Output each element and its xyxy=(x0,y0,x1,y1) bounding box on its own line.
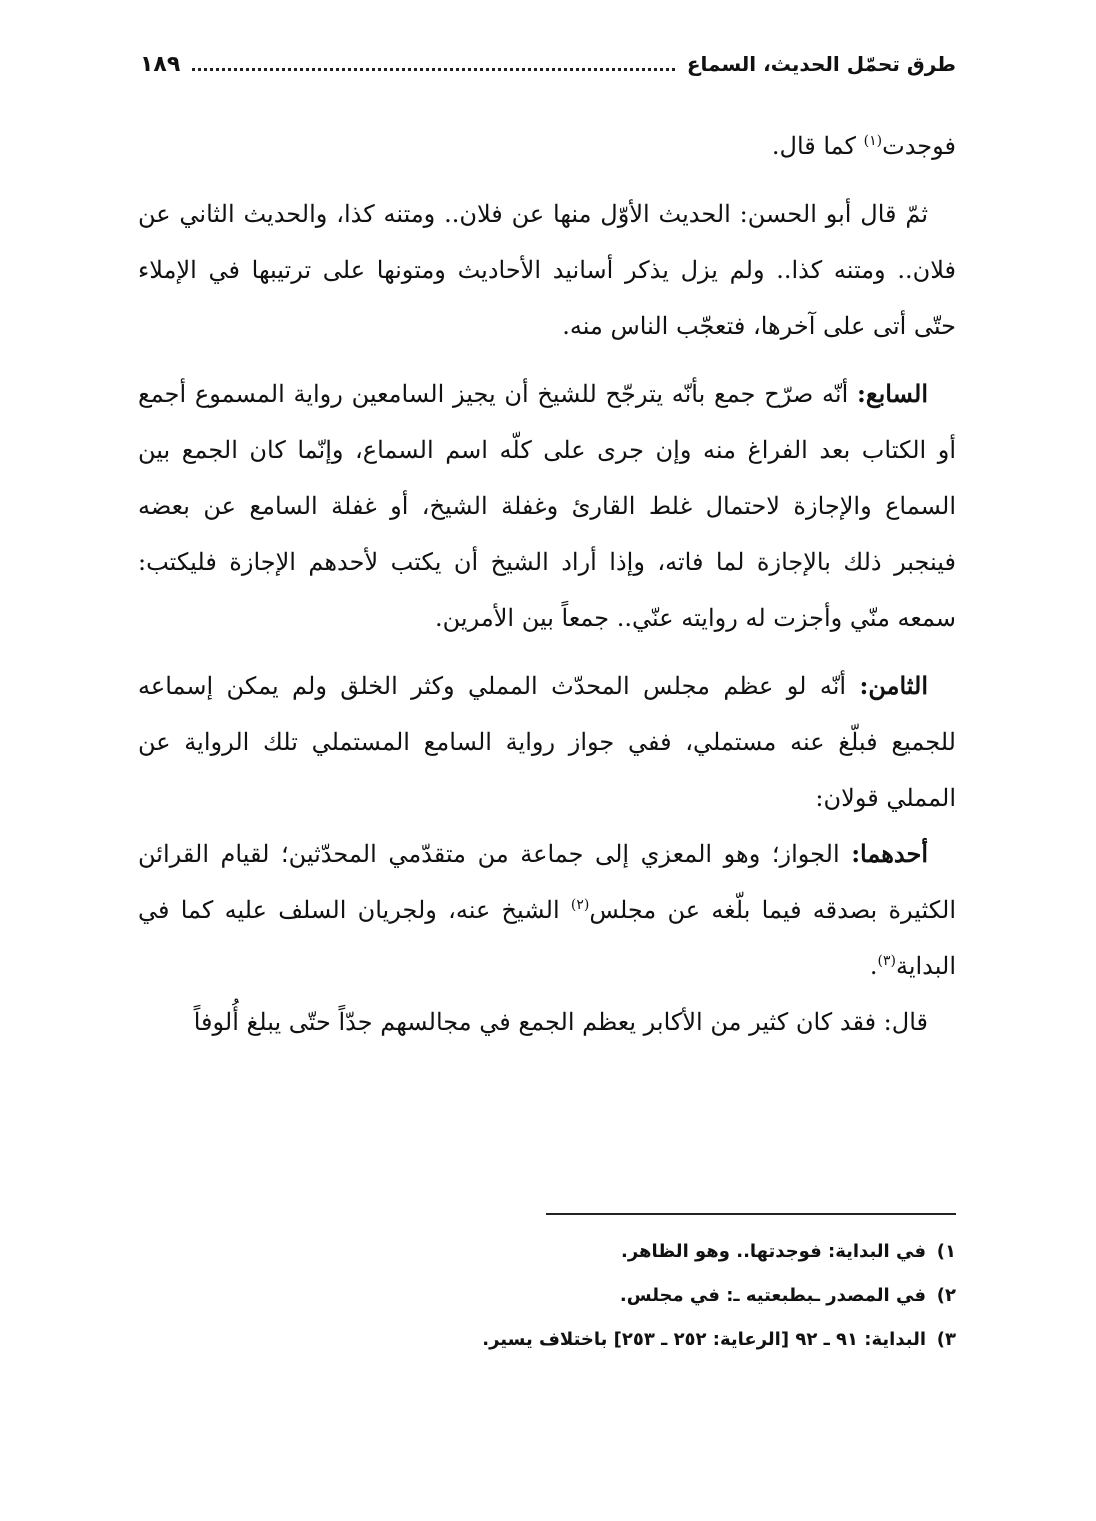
footnote-ref-3: (٣) xyxy=(877,953,896,969)
p5-text-b: الشيخ عنه، ولجريان السلف عليه كما في البداية xyxy=(138,896,956,980)
footnote-item xyxy=(138,1318,956,1362)
running-header xyxy=(140,44,956,84)
p5-text-c: . xyxy=(869,952,878,980)
paragraph-5 xyxy=(138,826,956,994)
footnote-number: ١) xyxy=(936,1241,956,1262)
p4-text: أنّه لو عظم مجلس المحدّث المملي وكثر الخلق ولم يمكن إسماعه للجميع فبلّغ عنه مستملي، ففي جواز رواية السامع المستملي تلك الرواية عن المملي قولان: xyxy=(138,672,956,812)
footnote-text: في البداية: فوجدتها.. وهو الظاهر. xyxy=(621,1241,926,1262)
footnote-item xyxy=(138,1230,956,1274)
page-number: ١٨٩ xyxy=(140,51,181,77)
p5-text-a: الجواز؛ وهو المعزي إلى جماعة من متقدّمي المحدّثين؛ لقيام القرائن الكثيرة بصدقه فيما بلّغه عن مجلس xyxy=(138,840,957,924)
p5-lead: أحدهما: xyxy=(851,839,928,868)
p1-after: كما قال. xyxy=(771,132,864,160)
footnote-ref-2: (٢) xyxy=(570,897,590,913)
paragraph-6: قال: فقد كان كثير من الأكابر يعظم الجمع في مجالسهم جدّاً حتّى يبلغ أُلوفاً xyxy=(193,1008,928,1036)
footnotes xyxy=(138,1230,956,1362)
p3-text: أنّه صرّح جمع بأنّه يترجّح للشيخ أن يجيز السامعين رواية المسموع أجمع أو الكتاب بعد الفراغ منه وإن جرى على كلّه اسم السماع، وإنّما كان الجمع بين السماع والإجازة لاحتمال غلط القارئ وغفلة الشيخ، أو غفلة السامع عن بعضه فينجبر ذلك بالإجازة لما فاته، وإذا أراد الشيخ أن يكتب لأحدهم الإجازة فليكتب: سمعه منّي وأجزت له روايته عنّي.. جمعاً بين الأمرين. xyxy=(138,380,956,632)
footnote-separator xyxy=(546,1213,956,1215)
footnote-text: في المصدر ـبطبعتيه ـ: في مجلس. xyxy=(619,1285,926,1306)
footnote-text: البداية: ٩١ ـ ٩٢ [الرعاية: ٢٥٢ ـ ٢٥٣] باختلاف يسير. xyxy=(482,1329,926,1350)
main-text xyxy=(138,118,956,1050)
footnote-ref-1: (١) xyxy=(863,133,883,149)
footnote-item xyxy=(138,1274,956,1318)
p1-text: فوجدت xyxy=(882,132,956,160)
paragraph-4 xyxy=(138,658,956,826)
footnote-number: ٣) xyxy=(936,1329,956,1350)
paragraph-1 xyxy=(138,118,956,174)
p3-lead: السابع: xyxy=(856,379,928,408)
paragraph-3 xyxy=(138,366,956,646)
footnote-number: ٢) xyxy=(936,1285,956,1306)
leader-dots xyxy=(192,58,675,71)
paragraph-2: ثمّ قال أبو الحسن: الحديث الأوّل منها عن فلان.. ومتنه كذا، والحديث الثاني عن فلان.. ومتنه كذا.. ولم يزل يذكر أسانيد الأحاديث ومتونها على ترتيبها في الإملاء حتّى أتى على آخرها، فتعجّب الناس منه. xyxy=(138,200,956,340)
p4-lead: الثامن: xyxy=(859,671,928,700)
running-title: طرق تحمّل الحديث، السماع xyxy=(686,52,956,76)
